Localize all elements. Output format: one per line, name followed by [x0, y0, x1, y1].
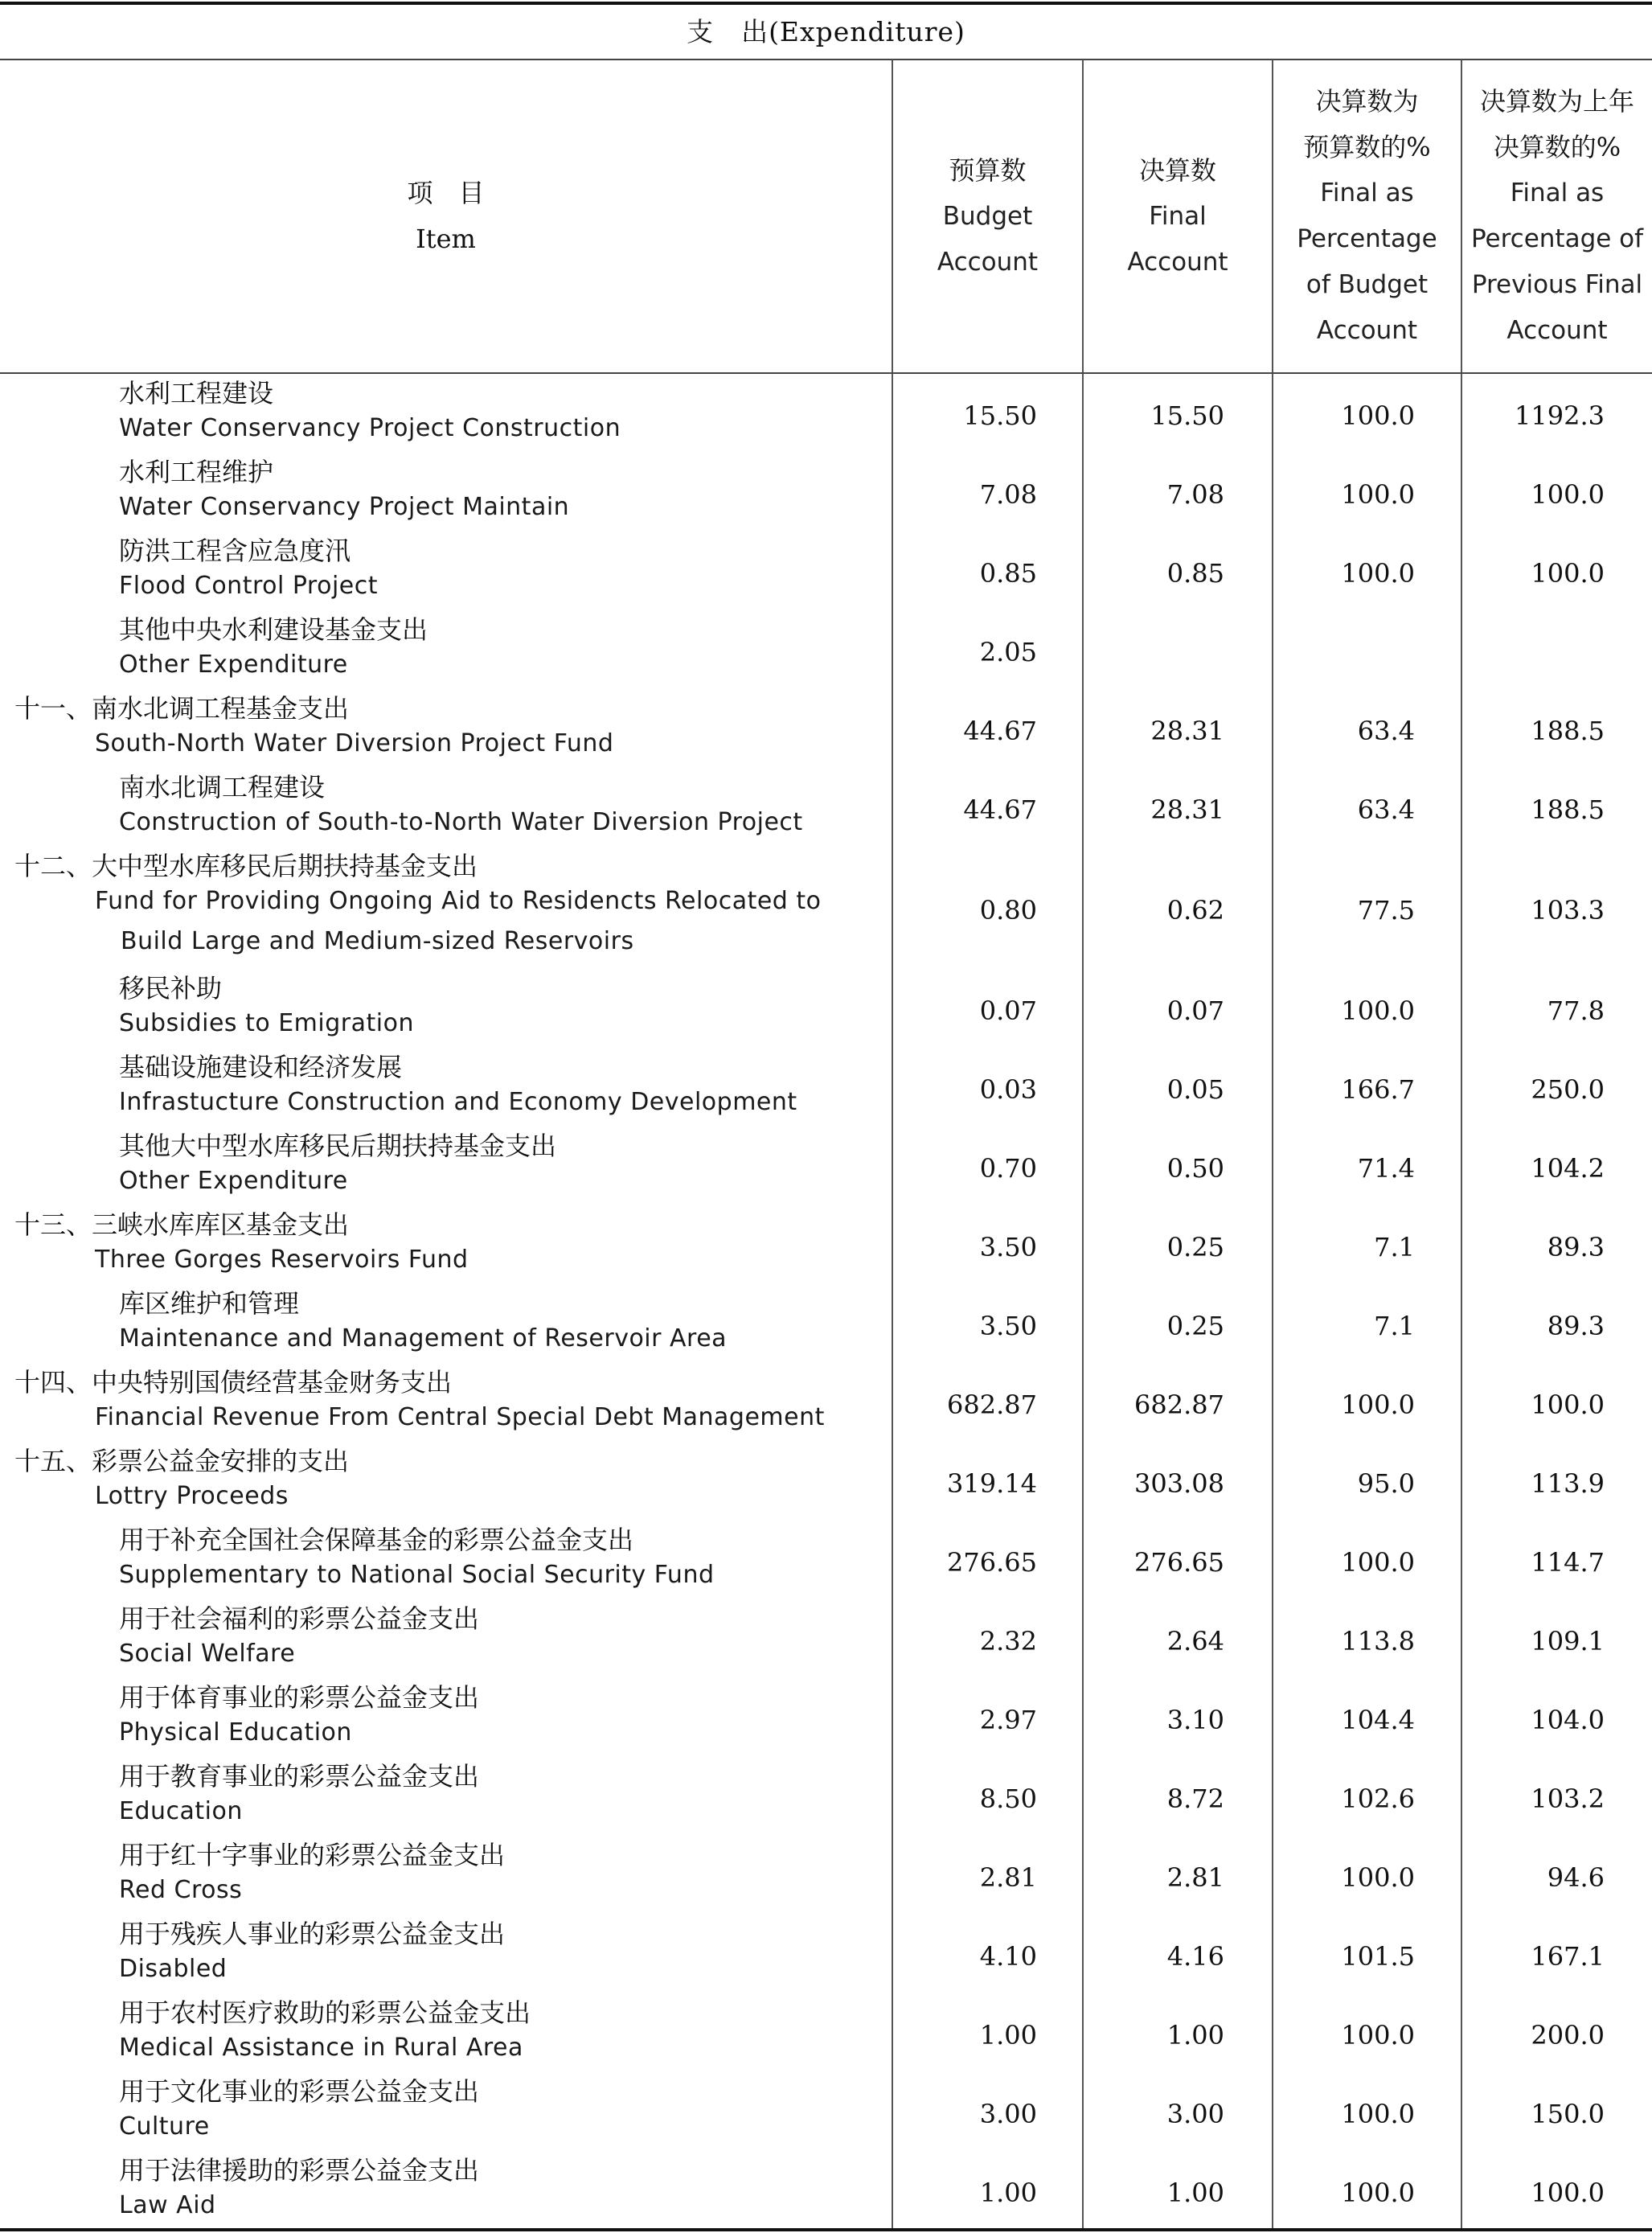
table-row	[0, 1207, 1652, 1286]
row-label-en: South-North Water Diversion Project Fund	[95, 729, 614, 757]
final-value: 682.87	[1134, 1389, 1224, 1420]
pct-budget-value: 77.5	[1357, 895, 1415, 926]
budget-value: 2.97	[979, 1705, 1037, 1735]
row-label-en: Other Expenditure	[119, 651, 348, 679]
row-label-zh: 防洪工程含应急度汛	[119, 536, 351, 566]
final-value: 8.72	[1166, 1784, 1224, 1814]
table-body	[0, 376, 1652, 2231]
pct-budget-value: 102.6	[1341, 1784, 1415, 1814]
pct-prev-value: 89.3	[1547, 1311, 1605, 1341]
budget-value: 3.00	[979, 2099, 1037, 2129]
header-final	[1084, 60, 1272, 372]
header-pct-prev-en: Percentage of	[1470, 224, 1644, 253]
header-budget-zh: 预算数	[949, 154, 1027, 186]
row-label-en: Water Conservancy Project Construction	[119, 414, 621, 442]
row-label-en: Subsidies to Emigration	[119, 1009, 414, 1037]
final-value: 3.10	[1166, 1705, 1224, 1735]
row-label-zh: 水利工程建设	[119, 378, 274, 408]
pct-budget-value: 7.1	[1374, 1311, 1415, 1341]
row-label-zh: 水利工程维护	[119, 457, 274, 487]
table-row	[0, 1522, 1652, 1601]
pct-budget-value: 104.4	[1341, 1705, 1415, 1735]
row-label-en: Infrastucture Construction and Economy Development	[119, 1088, 797, 1116]
pct-budget-value: 100.0	[1341, 1547, 1415, 1578]
budget-value: 4.10	[979, 1941, 1037, 1972]
row-label-en-continued: Build Large and Medium-sized Reservoirs	[121, 927, 634, 955]
final-value: 1.00	[1166, 2020, 1224, 2050]
budget-value: 2.32	[979, 1626, 1037, 1656]
pct-budget-value: 100.0	[1341, 400, 1415, 431]
table-row	[0, 1601, 1652, 1680]
table-row	[0, 1995, 1652, 2074]
header-final-en: Account	[1127, 247, 1228, 277]
header-final-zh: 决算数	[1138, 154, 1216, 186]
budget-value: 682.87	[947, 1389, 1037, 1420]
budget-value: 8.50	[979, 1784, 1037, 1814]
row-label-en: Culture	[119, 2112, 210, 2141]
header-pct-prev-zh: 决算数的%	[1493, 132, 1621, 162]
budget-value: 15.50	[963, 400, 1037, 431]
table-row	[0, 454, 1652, 533]
budget-value: 276.65	[947, 1547, 1037, 1578]
row-label-en: Fund for Providing Ongoing Aid to Residencts Relocated to	[95, 887, 822, 915]
row-label-en: Red Cross	[119, 1876, 243, 1904]
header-pct-prev-en: Final as	[1510, 179, 1605, 207]
budget-value: 2.81	[979, 1862, 1037, 1893]
final-value: 15.50	[1150, 400, 1224, 431]
header-item-en: Item	[416, 224, 476, 254]
row-label-en: Construction of South-to-North Water Diversion Project	[119, 808, 803, 836]
header-pct-budget	[1273, 60, 1461, 372]
table-row	[0, 1365, 1652, 1443]
row-label-zh: 用于红十字事业的彩票公益金支出	[119, 1840, 506, 1870]
final-value: 2.64	[1166, 1626, 1224, 1656]
pct-prev-value: 103.2	[1531, 1784, 1605, 1814]
top-rule	[0, 2, 1652, 5]
row-label-en: Flood Control Project	[119, 572, 378, 600]
pct-budget-value: 71.4	[1357, 1153, 1415, 1184]
budget-value: 2.05	[979, 637, 1037, 667]
row-label-zh: 十五、彩票公益金安排的支出	[14, 1446, 350, 1476]
row-label-zh: 移民补助	[119, 973, 223, 1004]
table-row	[0, 1680, 1652, 1759]
pct-prev-value: 200.0	[1531, 2020, 1605, 2050]
budget-value: 3.50	[979, 1311, 1037, 1341]
budget-value: 44.67	[963, 716, 1037, 746]
header-budget-en: Account	[937, 247, 1039, 277]
pct-prev-value: 104.2	[1531, 1153, 1605, 1184]
row-label-zh: 用于残疾人事业的彩票公益金支出	[119, 1919, 506, 1949]
pct-budget-value: 100.0	[1341, 2020, 1415, 2050]
pct-prev-value: 103.3	[1531, 895, 1605, 926]
final-value: 4.16	[1166, 1941, 1224, 1972]
table-row	[0, 1837, 1652, 1916]
header-pct-budget-zh: 决算数为	[1315, 86, 1419, 117]
table-row	[0, 1759, 1652, 1837]
header-pct-budget-en: Final as	[1320, 179, 1414, 207]
pct-prev-value: 77.8	[1547, 995, 1605, 1026]
row-label-en: Supplementary to National Social Security Fund	[119, 1561, 715, 1589]
budget-value: 7.08	[979, 479, 1037, 510]
row-label-en: Three Gorges Reservoirs Fund	[95, 1246, 469, 1274]
budget-value: 0.85	[979, 558, 1037, 589]
header-pct-prev-zh: 决算数为上年	[1479, 86, 1634, 117]
budget-value: 1.00	[979, 2020, 1037, 2050]
budget-value: 1.00	[979, 2178, 1037, 2208]
pct-budget-value: 100.0	[1341, 995, 1415, 1026]
final-value: 0.25	[1166, 1311, 1224, 1341]
pct-prev-value: 100.0	[1531, 558, 1605, 589]
budget-value: 319.14	[947, 1468, 1037, 1499]
header-pct-prev-en: Account	[1506, 316, 1608, 345]
final-value: 28.31	[1150, 716, 1224, 746]
row-label-zh: 其他中央水利建设基金支出	[119, 614, 428, 645]
header-bottom-rule	[0, 372, 1652, 374]
pct-prev-value: 104.0	[1531, 1705, 1605, 1735]
header-pct-budget-zh: 预算数的%	[1303, 132, 1431, 162]
pct-budget-value: 63.4	[1357, 794, 1415, 825]
bottom-rule	[0, 2228, 1652, 2231]
final-value: 28.31	[1150, 794, 1224, 825]
table-row	[0, 612, 1652, 691]
pct-budget-value: 7.1	[1374, 1232, 1415, 1262]
table-row	[0, 848, 1652, 971]
row-label-en: Physical Education	[119, 1718, 352, 1747]
table-row	[0, 533, 1652, 612]
row-label-zh: 其他大中型水库移民后期扶持基金支出	[119, 1131, 557, 1161]
pct-prev-value: 100.0	[1531, 1389, 1605, 1420]
pct-budget-value: 100.0	[1341, 2099, 1415, 2129]
pct-budget-value: 100.0	[1341, 1862, 1415, 1893]
pct-prev-value: 94.6	[1547, 1862, 1605, 1893]
table-row	[0, 971, 1652, 1049]
table-row	[0, 1443, 1652, 1522]
row-label-zh: 用于体育事业的彩票公益金支出	[119, 1682, 480, 1713]
pct-budget-value: 100.0	[1341, 479, 1415, 510]
table-row	[0, 1049, 1652, 1128]
row-label-zh: 用于社会福利的彩票公益金支出	[119, 1603, 480, 1634]
final-value: 2.81	[1166, 1862, 1224, 1893]
budget-value: 0.70	[979, 1153, 1037, 1184]
table-row	[0, 770, 1652, 848]
header-pct-prev-en: Previous Final	[1471, 270, 1643, 299]
row-label-en: Disabled	[119, 1955, 228, 1983]
row-label-zh: 南水北调工程建设	[119, 772, 326, 802]
pct-prev-value: 167.1	[1531, 1941, 1605, 1972]
budget-value: 44.67	[963, 794, 1037, 825]
table-row	[0, 1128, 1652, 1207]
row-label-zh: 十二、大中型水库移民后期扶持基金支出	[14, 851, 478, 881]
header-final-en: Final	[1149, 201, 1207, 231]
row-label-zh: 十四、中央特别国债经营基金财务支出	[14, 1367, 453, 1398]
header-pct-budget-en: Percentage	[1297, 224, 1437, 253]
row-label-en: Maintenance and Management of Reservoir Area	[119, 1324, 728, 1353]
row-label-zh: 基础设施建设和经济发展	[119, 1052, 403, 1082]
final-value: 0.50	[1166, 1153, 1224, 1184]
row-label-zh: 用于文化事业的彩票公益金支出	[119, 2076, 480, 2107]
row-label-zh: 十一、南水北调工程基金支出	[14, 693, 350, 724]
row-label-en: Education	[119, 1797, 243, 1825]
pct-budget-value: 100.0	[1341, 558, 1415, 589]
budget-value: 3.50	[979, 1232, 1037, 1262]
section-title: 支 出(Expenditure)	[687, 16, 965, 47]
row-label-en: Lottry Proceeds	[95, 1482, 289, 1510]
row-label-en: Financial Revenue From Central Special Debt Management	[95, 1403, 825, 1431]
pct-prev-value: 1192.3	[1515, 400, 1605, 431]
pct-prev-value: 109.1	[1531, 1626, 1605, 1656]
pct-budget-value: 100.0	[1341, 2178, 1415, 2208]
budget-value: 0.80	[979, 895, 1037, 926]
pct-prev-value: 113.9	[1531, 1468, 1605, 1499]
pct-prev-value: 100.0	[1531, 2178, 1605, 2208]
row-label-en: Medical Assistance in Rural Area	[119, 2034, 523, 2062]
final-value: 0.85	[1166, 558, 1224, 589]
table-row	[0, 376, 1652, 454]
pct-budget-value: 100.0	[1341, 1389, 1415, 1420]
pct-budget-value: 101.5	[1341, 1941, 1415, 1972]
row-label-en: Social Welfare	[119, 1640, 296, 1668]
row-label-zh: 用于补充全国社会保障基金的彩票公益金支出	[119, 1525, 634, 1555]
row-label-zh: 用于法律援助的彩票公益金支出	[119, 2155, 480, 2186]
header-item-zh: 项 目	[407, 178, 485, 208]
table-row	[0, 2074, 1652, 2153]
pct-budget-value: 113.8	[1341, 1626, 1415, 1656]
table-row	[0, 1286, 1652, 1365]
header-budget	[893, 60, 1082, 372]
row-label-en: Law Aid	[119, 2191, 216, 2219]
budget-value: 0.07	[979, 995, 1037, 1026]
row-label-en: Other Expenditure	[119, 1167, 348, 1195]
final-value: 3.00	[1166, 2099, 1224, 2129]
pct-budget-value: 63.4	[1357, 716, 1415, 746]
table-row	[0, 2153, 1652, 2231]
row-label-zh: 用于农村医疗救助的彩票公益金支出	[119, 1997, 531, 2028]
pct-budget-value: 166.7	[1341, 1074, 1415, 1105]
header-pct-prev	[1462, 60, 1652, 372]
header-item	[0, 60, 892, 372]
budget-value: 0.03	[979, 1074, 1037, 1105]
row-label-zh: 十三、三峡水库库区基金支出	[14, 1209, 350, 1240]
header-budget-en: Budget	[942, 201, 1033, 231]
final-value: 1.00	[1166, 2178, 1224, 2208]
pct-prev-value: 188.5	[1531, 716, 1605, 746]
row-label-zh: 用于教育事业的彩票公益金支出	[119, 1761, 480, 1792]
final-value: 303.08	[1134, 1468, 1224, 1499]
header-pct-budget-en: Account	[1316, 316, 1418, 345]
row-label-zh: 库区维护和管理	[119, 1288, 300, 1319]
header-pct-budget-en: of Budget	[1306, 270, 1429, 299]
pct-prev-value: 114.7	[1531, 1547, 1605, 1578]
table-row	[0, 1916, 1652, 1995]
pct-prev-value: 250.0	[1531, 1074, 1605, 1105]
pct-prev-value: 150.0	[1531, 2099, 1605, 2129]
table-row	[0, 691, 1652, 770]
final-value: 0.05	[1166, 1074, 1224, 1105]
final-value: 276.65	[1134, 1547, 1224, 1578]
final-value: 0.25	[1166, 1232, 1224, 1262]
pct-prev-value: 188.5	[1531, 794, 1605, 825]
final-value: 7.08	[1166, 479, 1224, 510]
pct-prev-value: 89.3	[1547, 1232, 1605, 1262]
final-value: 0.07	[1166, 995, 1224, 1026]
pct-prev-value: 100.0	[1531, 479, 1605, 510]
pct-budget-value: 95.0	[1357, 1468, 1415, 1499]
final-value: 0.62	[1166, 895, 1224, 926]
row-label-en: Water Conservancy Project Maintain	[119, 493, 570, 521]
